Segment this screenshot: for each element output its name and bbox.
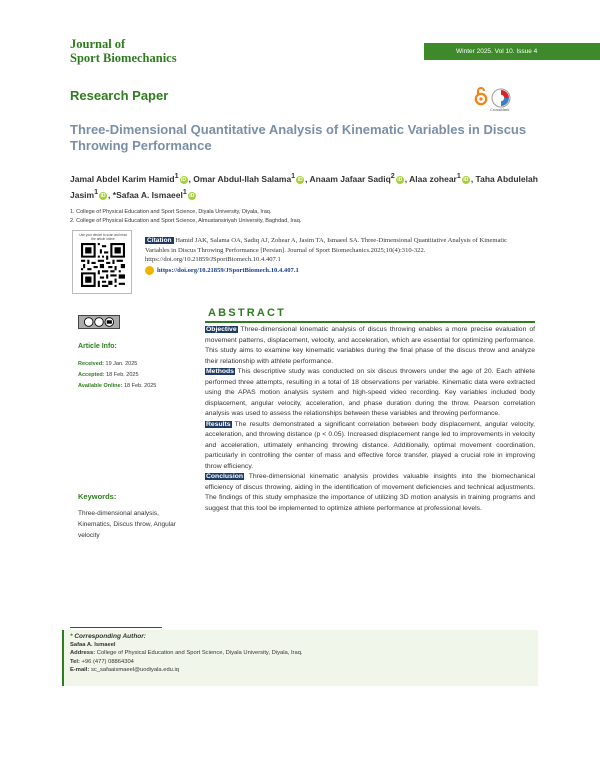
orcid-icon[interactable]: iD [100,192,106,199]
received-label: Received: [78,361,104,367]
author-list: Jamal Abdel Karim Hamid$^1$ iD , Omar Abdul-Ilah Salama$^1$ iD , Anaam Jafaar Sadiq$^2$ iD , Alaa zohear$^1$ iD , Taha Abdulelah Jasim$^1$ iD , *Safaa A. Ismaeel$^1$ iD [70,172,538,200]
author-name: Omar Abdul-Ilah Salama [193,173,292,184]
issue-banner: Winter 2025. Vol 10. Issue 4 [424,43,600,60]
author-name: Alaa zohear [409,173,457,184]
abstract-body [205,325,535,514]
methods-text: This descriptive study was conducted on six discus throwers under the age of 20. Each athlete performed three attempts, resulting in a total of 18 observations per variable. Kinematic data were extracted using the APAS motion analysis system and high-speed video recording. Key variables included body displacement, angular velocity, acceleration, and phase duration during the throw. Pearson correlation analysis was used to assess the relationships between these variables and throwing performance. [205,368,535,417]
accepted-date: 18 Feb. 2025 [106,372,139,378]
orcid-icon[interactable]: iD [189,192,195,199]
author-affil: 1 [174,172,179,180]
results-tag: Results [206,420,231,428]
email-value[interactable]: sc_safaaismaeel@uodiyala.edu.iq [90,666,180,673]
corresponding-star: * [70,633,73,640]
conclusion-tag: Conclusion [206,473,244,480]
corresponding-heading [70,633,532,641]
corresponding-address [70,649,532,657]
online-date: 18 Feb. 2025 [123,383,157,389]
abstract-results [205,420,535,473]
doi-icon [145,266,154,275]
abstract-methods [205,367,535,420]
open-access-icon [474,86,488,106]
accepted-label: Accepted: [78,372,105,378]
journal-name-line1: Journal of [70,37,126,51]
objective-tag: Objective [206,326,237,333]
article-type: Research Paper [70,88,169,103]
received-line [78,361,137,367]
orcid-icon[interactable]: iD [463,176,469,183]
corresponding-heading-text: Corresponding Author: [74,633,146,640]
keywords-heading: Keywords: [78,492,117,501]
abstract-divider [205,321,535,323]
objective-text: Three-dimensional kinematic analysis of discus throwing enables a more precise evaluation of movement patterns, displacement, velocity, and acceleration, which are essential for optimizing performance. This study aims to examine key kinematic variables during the final phase of the discus throw and analyze their relationship with athlete performance. [205,326,535,365]
corresponding-email [70,666,532,674]
accepted-line [78,372,139,378]
tel-value: +96 (477) 08864304 [81,658,134,665]
corresponding-name: Safaa A. Ismaeel [70,642,116,649]
address-label: Address: [70,650,96,657]
journal-name [70,37,177,65]
article-info-heading: Article Info: [78,343,117,350]
tel-label: Tel: [70,658,80,665]
affiliation-line: 2. College of Physical Education and Sport Science, Almustansiriyah University, Baghdad, Iraq. [70,217,302,224]
citation-label: Citation [147,237,172,244]
citation [145,236,525,265]
author-name: Anaam Jafaar Sadiq [309,173,391,184]
doi-link[interactable] [145,266,299,275]
methods-tag: Methods [206,368,234,375]
abstract-conclusion [205,472,535,514]
author-name: Jamal Abdel Karim Hamid [70,173,175,184]
affiliations [70,208,301,225]
journal-name-line2: Sport Biomechanics [70,51,177,65]
author-name: Taha Abdulelah Jasim [70,173,538,200]
author-affil: 1 [94,187,99,196]
author-name: *Safaa A. Ismaeel [112,189,183,200]
online-label: Available Online: [78,383,123,389]
crossmark-icon[interactable] [491,88,511,108]
author-affil: 1 [182,187,187,196]
corresponding-tel [70,658,532,666]
results-text: The results demonstrated a significant correlation between body displacement, angular velocity, acceleration, and throwing distance (p < 0.05). Increased displacement range led to improvements in velocity and acceleration, ultimately enhancing throwing distance. Additionally, optimal movement coordination, particularly in controlling the center of mass and effective force transfer, played a crucial role in improving throw efficiency. [205,420,535,470]
orcid-icon[interactable]: iD [297,176,303,183]
footnote-divider [70,627,162,628]
abstract-objective [205,325,535,367]
qr-box [72,230,132,294]
qr-caption: Use your device to scan and read the article online [79,233,127,241]
cc-by-license-icon[interactable] [78,315,120,329]
corresponding-author-box [62,630,538,686]
author-affil: 1 [456,172,461,180]
orcid-icon[interactable]: iD [181,176,186,183]
author-affil: 1 [291,172,296,180]
citation-text: Hamid JAK, Salama OA, Sadiq AJ, Zohear A, Jasim TA, Ismaeel SA. Three-Dimensional Quantitative Analysis of Kinematic Variables in Discus Throwing Performance [Persian]. Journal of Sport Biomechanics.2025;10(4):310-322. https://doi.org/10.21859/JSportBiomech.10.4.407.1 [145,237,507,263]
author-affil: 2 [390,172,395,180]
article-title: Three-Dimensional Quantitative Analysis of Kinematic Variables in Discus Throwing Performance [70,122,527,153]
keywords-list: Three-dimensional analysis, Kinematics, Discus throw, Angular velocity [78,510,176,539]
abstract-heading: ABSTRACT [208,307,287,319]
email-label: E-mail: [70,666,90,673]
crossmark-label: CrossMark [490,107,510,112]
conclusion-text: Three-dimensional kinematic analysis provides valuable insights into the biomechanical efficiency of discus throwing, aiding in the identification of movement deficiencies and technical adjustments. The findings of this study emphasize the importance of utilizing 3D motion analysis in training programs and suggest that this tool be implemented to optimize athlete performance at professional levels. [205,473,535,512]
affiliation-line: 1. College of Physical Education and Sport Science, Diyala University, Diyala, Iraq. [70,209,272,215]
orcid-icon[interactable]: iD [397,176,403,183]
qr-code-icon[interactable] [81,243,125,287]
address-value: College of Physical Education and Sport Science, Diyala University, Diyala, Iraq. [96,650,303,657]
doi-text[interactable]: https://doi.org/10.21859/JSportBiomech.10.4.407.1 [157,267,299,274]
online-line [78,383,156,389]
received-date: 19 Jan. 2025 [105,361,138,367]
